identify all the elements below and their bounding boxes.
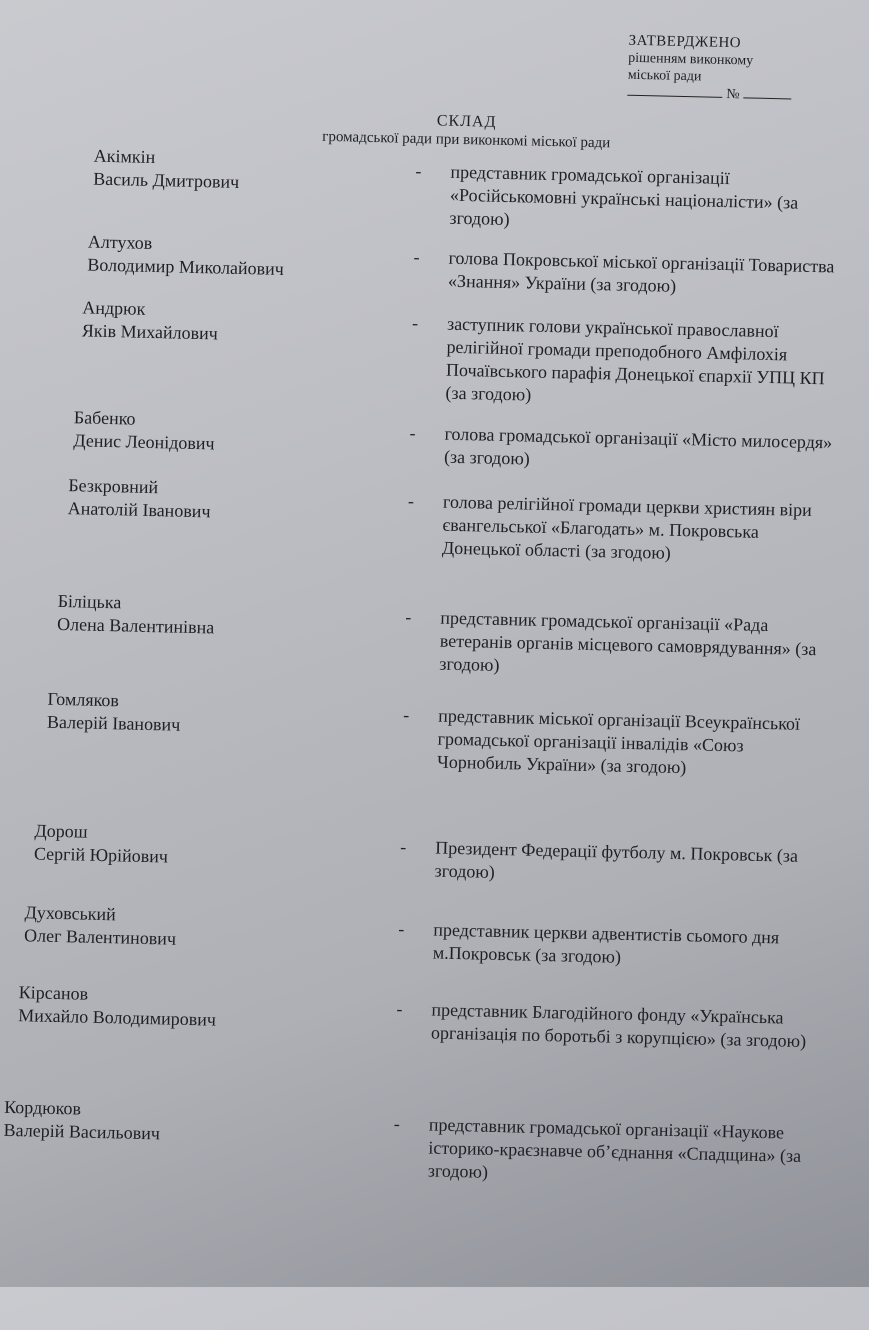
- heading-subtitle: громадської ради при виконкомі міської ради: [322, 128, 611, 152]
- member-given-name: Володимир Миколайович: [87, 254, 285, 279]
- member-given-name: Олег Валентинович: [23, 925, 177, 949]
- member-given-name: Валерій Васильович: [3, 1119, 161, 1144]
- member-dash: -: [411, 312, 419, 334]
- member-given-name: Василь Дмитрович: [93, 168, 240, 192]
- member-dash: -: [413, 246, 420, 268]
- member-dash: -: [409, 422, 416, 443]
- member-role: представник Благодійного фонду «Українська організація по боротьбі з корупцією» (за згодою): [430, 999, 807, 1052]
- member-dash: -: [393, 1113, 401, 1134]
- member-dash: -: [402, 704, 410, 725]
- approval-title: ЗАТВЕРДЖЕНО: [628, 32, 742, 52]
- heading-title: СКЛАД: [436, 112, 497, 131]
- member-surname: Дорош: [34, 820, 88, 842]
- approval-line-2: міської ради: [627, 67, 702, 85]
- member-entry: [0, 900, 859, 967]
- member-given-name: Михайло Володимирович: [18, 1005, 217, 1030]
- member-surname: Андрюк: [82, 297, 146, 319]
- member-given-name: Сергій Юрійович: [33, 843, 169, 867]
- number-blank: [744, 97, 792, 99]
- member-surname: Алтухов: [87, 231, 153, 253]
- member-entry: [0, 1095, 854, 1182]
- member-surname: Безкровний: [68, 475, 159, 498]
- member-role: голова громадської організації «Місто милосердя» (за згодою): [443, 423, 833, 469]
- member-role: Президент Федерації футболу м. Покровськ (за згодою): [434, 837, 799, 882]
- member-name: [3, 1096, 160, 1146]
- number-label: №: [726, 86, 740, 103]
- date-blank: [627, 95, 722, 98]
- approval-line-1: рішенням виконкому: [627, 50, 754, 69]
- member-entry: [0, 980, 857, 1052]
- member-dash: -: [407, 490, 415, 511]
- member-role: представник громадської організації «Рада ветеранів органів місцевого самоврядування» (за згодою): [439, 607, 817, 675]
- document-heading: [256, 108, 677, 154]
- member-role: голова релігійної громади церкви християн віри євангельської «Благодать» м. Покровська Донецької області (за згодою): [441, 491, 813, 563]
- member-dash: -: [399, 836, 407, 857]
- member-dash: -: [396, 998, 403, 1019]
- member-name: [87, 231, 285, 281]
- member-entry: [0, 686, 864, 778]
- member-role: представник міської організації Всеукраїнської громадської організації інвалідів «Союз Чорнобиль України» (за згодою): [436, 705, 801, 778]
- member-given-name: Яків Михайлович: [81, 320, 218, 344]
- member-surname: Духовський: [24, 902, 117, 925]
- member-given-name: Денис Леонідович: [73, 430, 215, 454]
- member-surname: Кордюков: [3, 1096, 82, 1119]
- member-name: [47, 688, 181, 737]
- approval-stamp: [627, 33, 793, 105]
- member-given-name: Анатолій Іванович: [67, 498, 211, 522]
- member-name: [57, 590, 215, 640]
- member-name: [73, 406, 215, 455]
- member-surname: Біліцька: [57, 590, 122, 613]
- member-dash: -: [405, 606, 412, 627]
- member-role: заступник голови української православної релігійної громади преподобного Амфілохія Почаївського парафія Донецької єпархії УПЦ КП (за згодою): [445, 313, 825, 405]
- member-dash: -: [415, 160, 422, 182]
- member-role: представник церкви адвентистів сьомого дня м.Покровськ (за згодою): [432, 919, 780, 967]
- member-surname: Акімкін: [93, 145, 156, 168]
- member-surname: Гомляков: [47, 688, 120, 711]
- member-given-name: Олена Валентинівна: [56, 613, 215, 638]
- member-role: представник громадської організації «Наукове історико-краєзнавче об’єднання «Спадщина» (за згодою): [427, 1114, 802, 1182]
- member-role: голова Покровської міської організації Товариства «Знання» України (за згодою): [447, 247, 835, 296]
- approval-number-row: [627, 84, 792, 105]
- member-dash: -: [398, 918, 405, 939]
- member-name: [24, 901, 177, 950]
- member-given-name: Валерій Іванович: [46, 711, 181, 735]
- member-name: [93, 145, 240, 194]
- member-entry: [0, 588, 866, 675]
- member-name: [82, 296, 219, 345]
- member-surname: Кірсанов: [18, 982, 89, 1004]
- member-name: [34, 819, 169, 868]
- member-entry: [0, 818, 861, 882]
- member-name: [68, 474, 212, 523]
- member-name: [18, 981, 217, 1031]
- member-surname: Бабенко: [73, 407, 136, 429]
- member-role: представник громадської організації «Російськомовні українські націоналісти» (за згодою): [449, 161, 799, 230]
